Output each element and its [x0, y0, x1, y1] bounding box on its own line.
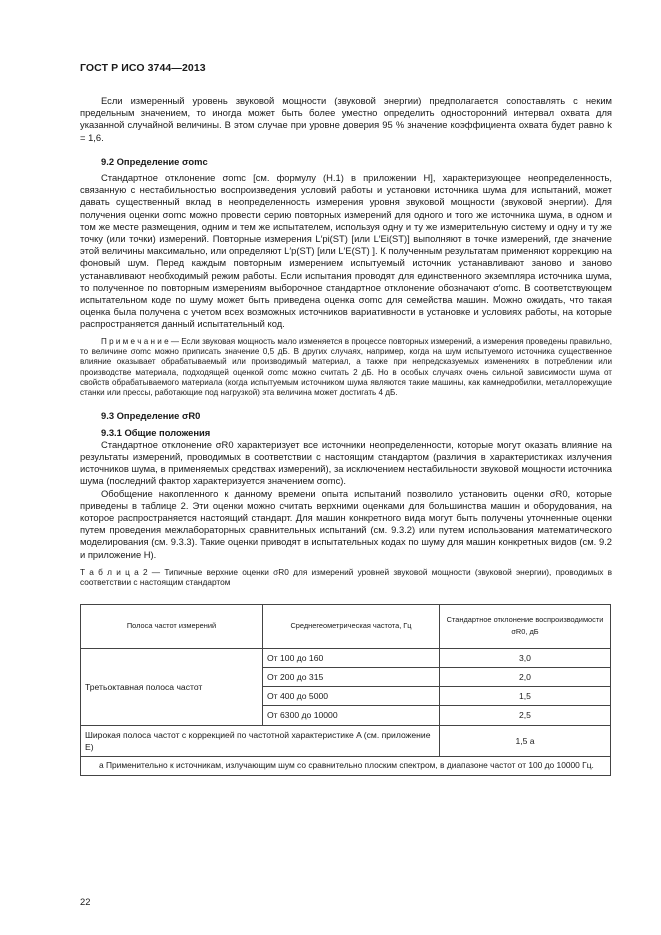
table-header-band: Полоса частот измерений [81, 604, 263, 648]
table-header-frequency: Среднегеометрическая частота, Гц [263, 604, 440, 648]
section-heading-9-3: 9.3 Определение σR0 [101, 410, 201, 422]
table-row [81, 648, 611, 667]
table-header-deviation: Стандартное отклонение воспроизводимости σR0, дБ [440, 604, 611, 648]
table-cell-value: 2,5 [440, 706, 611, 725]
section-9-3-1-paragraph-2: Обобщение накопленного к данному времени опыта испытаний позволило установить оценки σR0, которые приведены в таблице 2. Эти оценки можно считать верхними оценками для большинства машин и оборудования, на которое распространяется настоящий стандарт. Для машин конкретного вида могут быть получены уточненные оценки путем проведения межлабораторных сравнительных испытаний (см. 9.3.2) или путем использования математического моделирования (см. 9.3.3). Такие оценки приводят в испытательных кодах по шуму для машин конкретных видов (см. 9.2 и приложение Н). [80, 487, 612, 560]
intro-paragraph: Если измеренный уровень звуковой мощности (звуковой энергии) предполагается сопоставлять с неким предельным значением, то иногда может быть более уместно определить односторонний интервал охвата для указанной случайной величины. В этом случае при уровне доверия 95 % значение коэффициента охвата будет равно k = 1,6. [80, 95, 612, 143]
table-caption: Т а б л и ц а 2 — Типичные верхние оценки σR0 для измерений уровней звуковой мощности (звуковой энергии), проводимых в соответствии с настоящим стандартом [80, 566, 612, 588]
uncertainty-table [80, 604, 611, 776]
section-9-2-paragraph: Стандартное отклонение σomc [см. формулу (Н.1) в приложении Н], характеризующее неопределенность, связанную с нестабильностью воспроизведения условий работы и установки источника шума для испытаний, может давать существенный вклад в неопределенность измерения уровня звуковой мощности (звуковой энергии). Для получения оценки σomc можно провести серию повторных измерений для одного и того же источника шума, в одном и том же месте размещения, одним и тем же испытателем, используя одну и ту же измерительную систему и одну и ту же точку (или точки) измерений. Повторные измерения L′pi(ST) [или L′Ei(ST)] выполняют в точке измерений, где значение этой величины максимально, или определяют L′p(ST) [или L′E(ST) ]. К полученным результатам применяют коррекцию на фоновый шум. Перед каждым повторным измерением испытуемый источник устанавливают заново и заново устанавливают необходимый режим работы. Если испытания проводят для единственного экземпляра источника шума, то полученное по повторным измерениям выборочное стандартное отклонение обозначают σ′omc. В соответствующем испытательном коде по шуму может быть приведена оценка σomc для семейства машин. Можно ожидать, что такая оценка была получена с учетом всех возможных источников вариативности в установке и условиях работы, на которые распространяется данный испытательный код. [80, 172, 612, 330]
table-footnote-row [81, 757, 611, 776]
table-cell-value: 1,5 [440, 687, 611, 706]
subsection-heading-9-3-1: 9.3.1 Общие положения [101, 426, 211, 438]
table-header-row [81, 604, 611, 648]
table-footnote: a Применительно к источникам, излучающим шум со сравнительно плоским спектром, в диапазоне частот от 100 до 10000 Гц. [81, 757, 611, 776]
section-9-3-1-paragraph-1: Стандартное отклонение σR0 характеризует все источники неопределенности, которые могут оказать влияние на результаты измерений, проводимых в соответствии с настоящим стандартом (различия в характеристиках излучения источников шума, в применяемых средствах измерений), за исключением нестабильности звуковой мощности источника шума (последний фактор характеризуется значением σomc). [80, 438, 612, 487]
table-broadband-label: Широкая полоса частот с коррекцией по частотной характеристике A (см. приложение Е) [81, 725, 440, 756]
table-cell-frequency: От 100 до 160 [263, 648, 440, 667]
page-number: 22 [80, 896, 91, 907]
table-cell-frequency: От 200 до 315 [263, 668, 440, 687]
page-header: ГОСТ Р ИСО 3744—2013 [80, 62, 206, 74]
table-group-label: Третьоктавная полоса частот [81, 648, 263, 725]
page-content [80, 95, 612, 776]
table-cell-frequency: От 6300 до 10000 [263, 706, 440, 725]
section-heading-9-2: 9.2 Определение σomc [101, 155, 208, 167]
table-cell-frequency: От 400 до 5000 [263, 687, 440, 706]
table-broadband-value: 1,5 a [440, 725, 611, 756]
section-9-2-note: П р и м е ч а н и е — Если звуковая мощность мало изменяется в процессе повторных измерений, а измерения проведены правильно, то величине σomc можно приписать значение 0,5 дБ. В других случаях, например, когда на шум испытуемого источника существенное влияние оказывает обрабатываемый или производимый материал, а также при непредсказуемых изменениях в потреблении или производстве материала, подходящей оценкой σomc можно считать 2 дБ. Но в особых случаях очень сильной зависимости шума от свойств обрабатываемого материала (когда испытуемым источником шума являются такие машины, как камнедробилки, металлорежущие станки или прессы, работающие под нагрузкой) эта величина может достигать 4 дБ. [80, 336, 612, 398]
table-cell-value: 3,0 [440, 648, 611, 667]
table-row-broadband [81, 725, 611, 756]
table-cell-value: 2,0 [440, 668, 611, 687]
